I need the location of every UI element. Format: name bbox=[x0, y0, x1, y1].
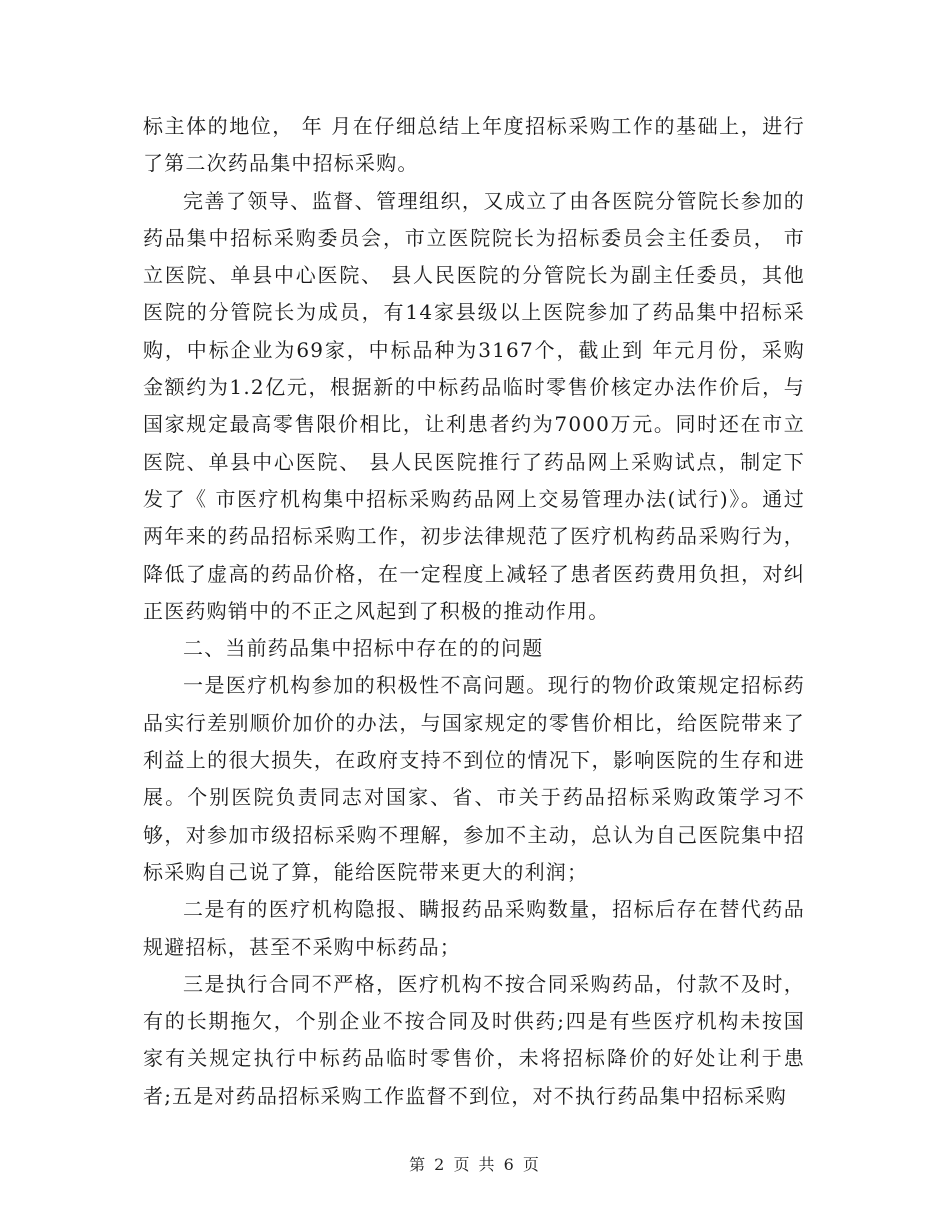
paragraph-2: 完善了领导、监督、管理组织，又成立了由各医院分管院长参加的药品集中招标采购委员会，市立医院院长为招标委员会主任委员， 市立医院、单县中心医院、 县人民医院的分管院长为副主任委员，其他医院的分管院长为成员，有14家县级以上医院参加了药品集中招标采购，中标企业为69家，中标品种为3167个，截止到 年元月份，采购金额约为1.2亿元，根据新的中标药品临时零售价核定办法作价后，与国家规定最高零售限价相比，让利患者约为7000万元。同时还在市立医院、单县中心医院、 县人民医院推行了药品网上采购试点，制定下发了《 市医疗机构集中招标采购药品网上交易管理办法(试行)》。通过两年来的药品招标采购工作，初步法律规范了医疗机构药品采购行为，降低了虚高的药品价格，在一定程度上减轻了患者医药费用负担，对纠正医药购销中的不正之风起到了积极的推动作用。 bbox=[143, 188, 805, 623]
paragraph-1: 标主体的地位， 年 月在仔细总结上年度招标采购工作的基础上，进行了第二次药品集中招标采购。 bbox=[143, 114, 805, 176]
paragraph-4: 一是医疗机构参加的积极性不高问题。现行的物价政策规定招标药品实行差别顺价加价的办法，与国家规定的零售价相比，给医院带来了利益上的很大损失，在政府支持不到位的情况下，影响医院的生存和进展。个别医院负责同志对国家、省、市关于药品招标采购政策学习不够，对参加市级招标采购不理解，参加不主动，总认为自己医院集中招标采购自己说了算，能给医院带来更大的利润； bbox=[143, 673, 805, 884]
paragraph-5: 二是有的医疗机构隐报、瞒报药品采购数量，招标后存在替代药品规避招标，甚至不采购中标药品； bbox=[143, 897, 805, 959]
page-number-footer: 第 2 页 共 6 页 bbox=[409, 1155, 541, 1174]
section-heading: 二、当前药品集中招标中存在的的问题 bbox=[183, 636, 544, 661]
document-body bbox=[143, 108, 805, 1115]
paragraph-6: 三是执行合同不严格，医疗机构不按合同采购药品，付款不及时，有的长期拖欠，个别企业不按合同及时供药;四是有些医疗机构未按国家有关规定执行中标药品临时零售价，未将招标降价的好处让利于患者;五是对药品招标采购工作监督不到位，对不执行药品集中招标采购 bbox=[143, 971, 805, 1108]
